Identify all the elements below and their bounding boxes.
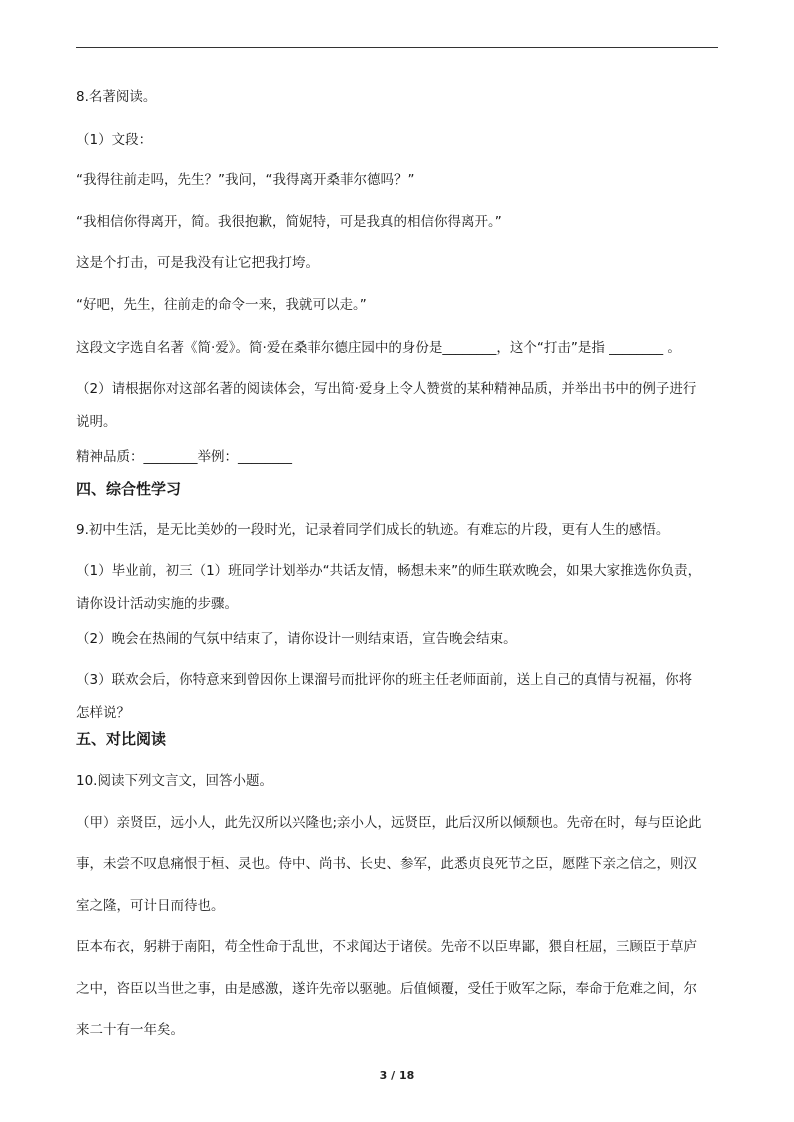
q8-passage-line-3: 这是个打击，可是我没有让它把我打垮。: [76, 255, 319, 271]
q10-para2-line-2: 之中，咨臣以当世之事，由是感激，遂许先帝以驱驰。后值倾覆，受任于败军之际，奉命于危难之间，尔: [76, 981, 697, 997]
q9-part3-line-1: （3）联欢会后，你特意来到曾因你上课溜号而批评你的班主任老师面前，送上自己的真情与祝福，你将: [76, 672, 693, 688]
q8-part2-line-1: （2）请根据你对这部名著的阅读体会，写出简·爱身上令人赞赏的某种精神品质，并举出书中的例子进行: [76, 381, 697, 397]
q8-part1: （1）文段：: [76, 132, 153, 148]
q9-part2: （2）晚会在热闹的气氛中结束了，请你设计一则结束语，宣告晚会结束。: [76, 631, 517, 647]
q8-passage-line-2: “我相信你得离开，简。我很抱歉，简妮特，可是我真的相信你得离开。”: [76, 214, 502, 230]
q10-para1-line-1: （甲）亲贤臣，远小人，此先汉所以兴隆也;亲小人，远贤臣，此后汉所以倾颓也。先帝在时，每与臣论此: [76, 815, 702, 831]
q10-title: 10.阅读下列文言文，回答小题。: [76, 773, 273, 789]
q8-passage-line-1: “我得往前走吗，先生？”我问，“我得离开桑菲尔德吗？”: [76, 172, 415, 188]
q10-para1-line-2: 事，未尝不叹息痛恨于桓、灵也。侍中、尚书、长史、参军，此悉贞良死节之臣，愿陛下亲之信之，则汉: [76, 856, 697, 872]
q10-para2-line-3: 来二十有一年矣。: [76, 1022, 184, 1038]
q10-para1-line-3: 室之隆，可计日而待也。: [76, 898, 225, 914]
q8-passage-line-4: “好吧，先生，往前走的命令一来，我就可以走。”: [76, 297, 367, 313]
q8-answer-line: 精神品质：________举例：________: [76, 449, 292, 465]
section-5-heading: 五、对比阅读: [76, 730, 167, 748]
q8-title: 8.名著阅读。: [76, 89, 157, 105]
q8-blank-sentence: 这段文字选自名著《简·爱》。简·爱在桑菲尔德庄园中的身份是________，这个“打击”是指 ________ 。: [76, 340, 681, 356]
q9-part1-line-2: 请你设计活动实施的步骤。: [76, 596, 238, 612]
header-rule: [76, 47, 718, 48]
q10-para2-line-1: 臣本布衣，躬耕于南阳，苟全性命于乱世，不求闻达于诸侯。先帝不以臣卑鄙，猥自枉屈，三顾臣于草庐: [76, 939, 697, 955]
q8-part2-line-2: 说明。: [76, 414, 117, 430]
q9-part3-line-2: 怎样说？: [76, 705, 130, 721]
page-number: 3 / 18: [379, 1069, 415, 1082]
q9-title: 9.初中生活，是无比美妙的一段时光，记录着同学们成长的轨迹。有难忘的片段，更有人生的感悟。: [76, 522, 670, 538]
section-4-heading: 四、综合性学习: [76, 480, 182, 498]
q9-part1-line-1: （1）毕业前，初三（1）班同学计划举办“共话友情，畅想未来”的师生联欢晚会，如果大家推选你负责，: [76, 563, 702, 579]
